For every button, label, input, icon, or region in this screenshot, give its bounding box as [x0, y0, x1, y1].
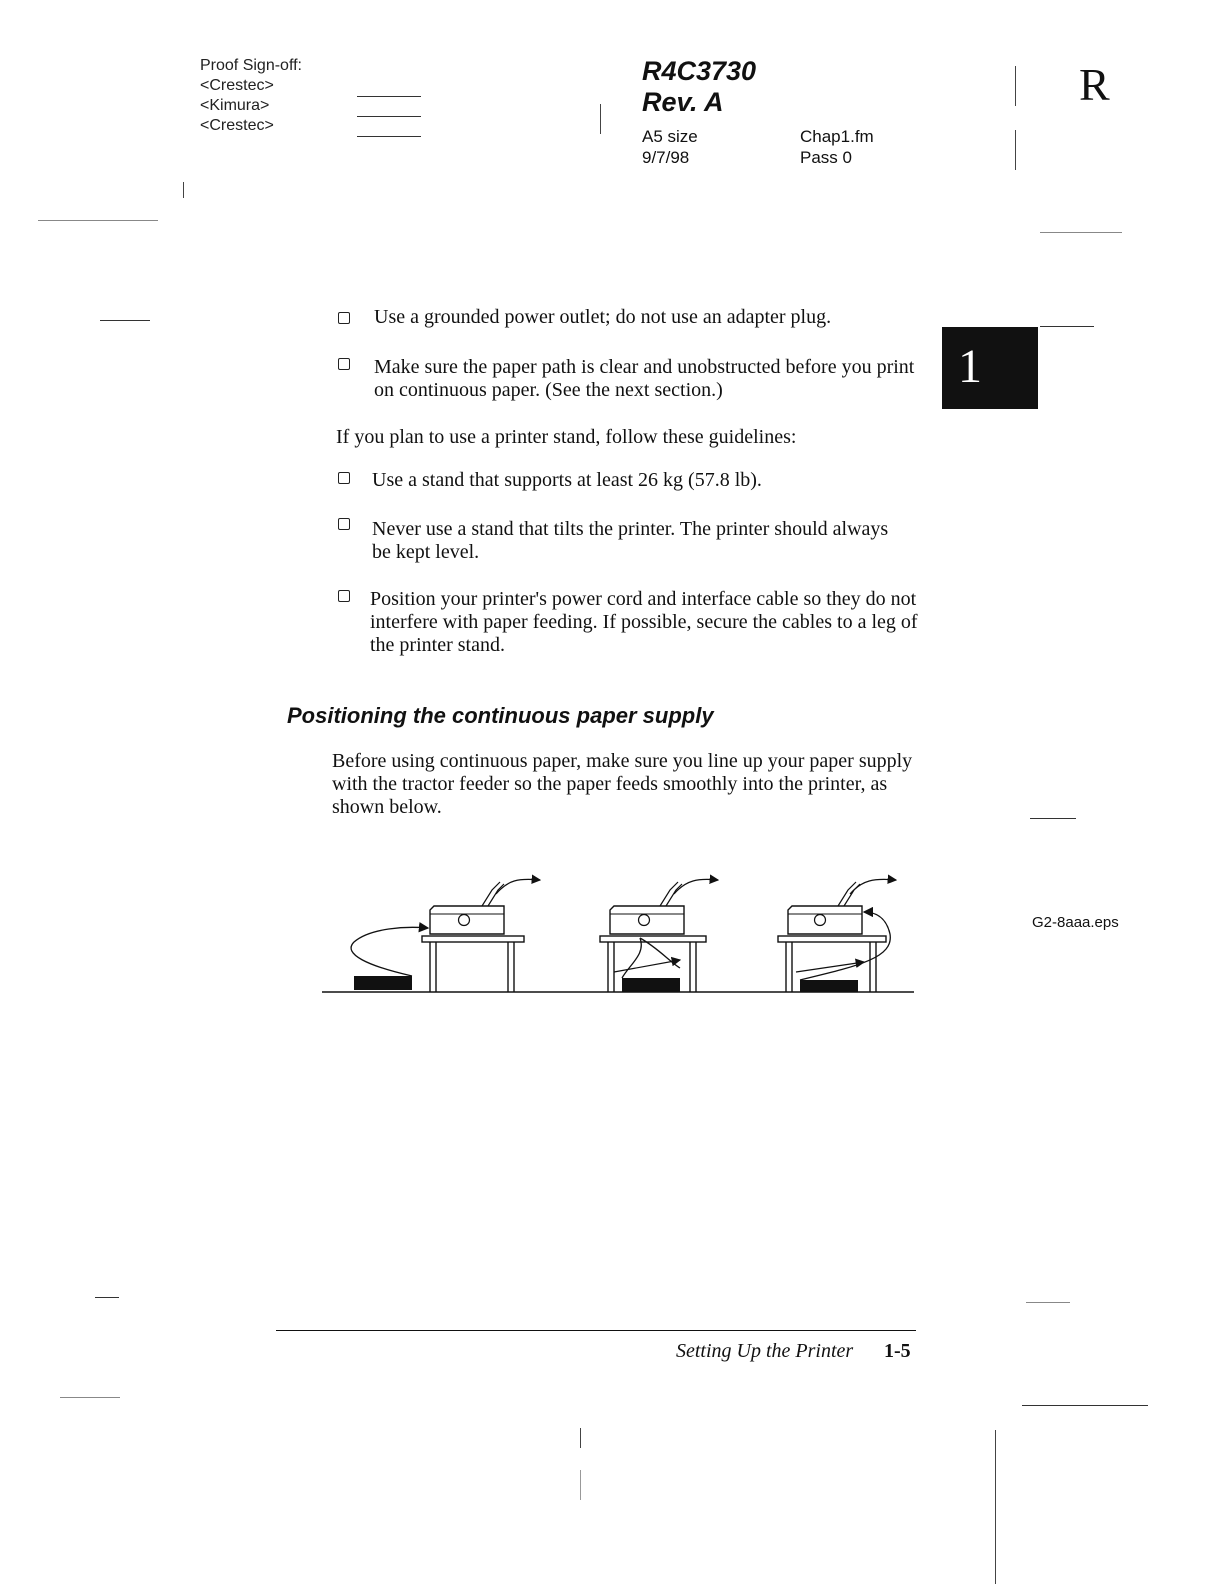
header-divider	[600, 104, 601, 134]
checkbox-bullet	[338, 472, 350, 484]
footer-chapter-title: Setting Up the Printer	[676, 1340, 854, 1362]
doc-code-block	[642, 56, 756, 118]
chapter-number: 1	[958, 340, 982, 393]
crop-mark	[95, 1297, 119, 1298]
section-heading: Positioning the continuous paper supply	[287, 703, 714, 728]
page-size: A5 size	[642, 127, 698, 146]
figure-file-label: G2-8aaa.eps	[1032, 914, 1119, 931]
crop-mark	[1040, 326, 1094, 327]
setup-front-loop-supply	[778, 879, 896, 992]
checkbox-bullet	[338, 590, 350, 602]
date: 9/7/98	[642, 148, 690, 167]
crop-mark	[1026, 1302, 1070, 1303]
checkbox-bullet	[338, 518, 350, 530]
crop-mark	[995, 1430, 996, 1584]
proof-title: Proof Sign-off:	[200, 57, 302, 74]
checkbox-bullet	[338, 312, 350, 324]
crop-mark	[1022, 1405, 1148, 1406]
bullet-stand-capacity: Use a stand that supports at least 26 kg (57.8 lb).	[372, 469, 762, 491]
right-margin-rule	[1015, 66, 1016, 106]
signoff-line-3	[357, 136, 421, 137]
crop-mark	[38, 220, 158, 221]
right-margin-rule-2	[1015, 130, 1016, 170]
reviewer-2: <Kimura>	[200, 97, 270, 114]
page-number: 1-5	[884, 1340, 911, 1362]
bullet-grounded-outlet: Use a grounded power outlet; do not use an adapter plug.	[374, 306, 832, 328]
bullet-paper-path: Make sure the paper path is clear and unobstructed before you print on continuous paper. (See the next section.)	[374, 356, 915, 401]
proof-signoff	[200, 56, 302, 136]
revision: Rev. A	[642, 87, 724, 117]
chapter-tab	[942, 327, 1038, 409]
reviewer-1: <Crestec>	[200, 77, 274, 94]
doc-code: R4C3730	[642, 56, 757, 86]
crop-mark	[580, 1428, 581, 1448]
setup-rear-supply	[351, 879, 540, 992]
crop-mark	[60, 1397, 120, 1398]
crop-mark	[183, 182, 184, 198]
paper-supply-illustration	[318, 868, 918, 1000]
crop-mark	[100, 320, 150, 321]
checkbox-bullet	[338, 358, 350, 370]
setup-under-stand-supply	[600, 879, 718, 992]
pass: Pass 0	[800, 148, 852, 167]
section-body: Before using continuous paper, make sure you line up your paper supply with the tractor feeder so the paper feeds smoothly into the printer, as shown below.	[332, 750, 913, 818]
crop-mark	[580, 1470, 581, 1500]
corner-letter: R	[1079, 59, 1110, 110]
crop-mark	[1030, 818, 1076, 819]
footer-rule	[276, 1330, 916, 1331]
reviewer-3: <Crestec>	[200, 117, 274, 134]
stand-intro: If you plan to use a printer stand, follow these guidelines:	[336, 426, 797, 448]
bullet-cord-position: Position your printer's power cord and interface cable so they do not interfere with paper feeding. If possible, secure the cables to a leg of the printer stand.	[370, 588, 918, 656]
signoff-line-1	[357, 96, 421, 97]
signoff-line-2	[357, 116, 421, 117]
file-name: Chap1.fm	[800, 127, 874, 146]
bullet-stand-level: Never use a stand that tilts the printer. The printer should always be kept level.	[372, 518, 889, 563]
crop-mark	[1040, 232, 1122, 233]
